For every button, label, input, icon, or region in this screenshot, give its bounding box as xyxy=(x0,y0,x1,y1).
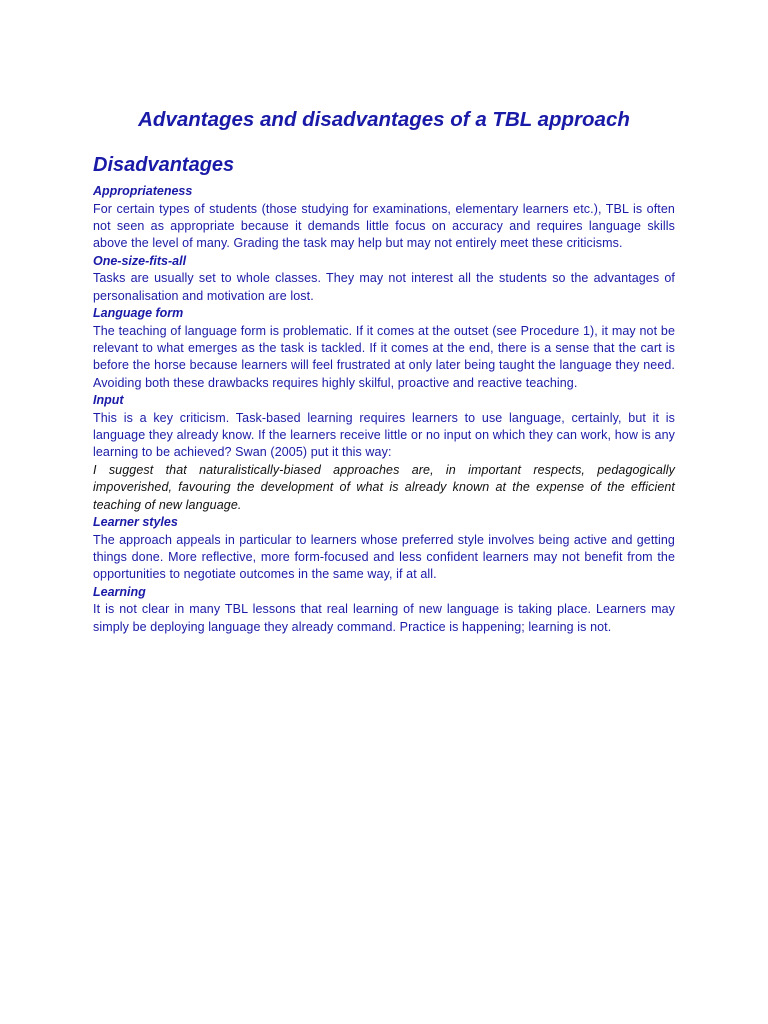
paragraph-input: This is a key criticism. Task-based learning requires learners to use language, certainly, but it is language they already know. If the learners receive little or no input on which they can work, how is any learning to be achieved? Swan (2005) put it this way: xyxy=(93,410,675,460)
section-one-size-fits-all xyxy=(93,253,675,305)
section-learner-styles xyxy=(93,514,675,584)
subheading-language-form: Language form xyxy=(93,306,184,321)
quote-swan: I suggest that naturalistically-biased approaches are, in important respects, pedagogically impoverished, favouring the development of what is already known at the expense of the efficient teaching of new language. xyxy=(93,462,675,512)
paragraph-language-form: The teaching of language form is problematic. If it comes at the outset (see Procedure 1), it may not be relevant to what emerges as the task is tackled. If it comes at the end, there is a sense that the cart is before the horse because learners will feel frustrated at only later being taught the language they need. Avoiding both these drawbacks requires highly skilful, proactive and reactive teaching. xyxy=(93,323,675,390)
document-page xyxy=(93,108,675,636)
paragraph-one-size-fits-all: Tasks are usually set to whole classes. They may not interest all the students so the advantages of personalisation and motivation are lost. xyxy=(93,271,675,303)
section-input xyxy=(93,392,675,514)
subheading-appropriateness: Appropriateness xyxy=(93,184,193,198)
subheading-learning: Learning xyxy=(93,584,146,599)
section-appropriateness xyxy=(93,183,675,253)
subheading-one-size-fits-all: One-size-fits-all xyxy=(93,253,187,268)
section-learning xyxy=(93,584,675,636)
section-language-form xyxy=(93,305,675,392)
document-title: Advantages and disadvantages of a TBL approach xyxy=(138,108,630,131)
subheading-input: Input xyxy=(93,393,124,408)
subheading-learner-styles: Learner styles xyxy=(93,515,178,530)
section-title: Disadvantages xyxy=(93,154,235,176)
paragraph-appropriateness: For certain types of students (those studying for examinations, elementary learners etc.), TBL is often not seen as appropriate because it demands little focus on accuracy and requires language skills above the level of many. Grading the task may help but may not entirely meet these criticisms. xyxy=(93,201,675,251)
paragraph-learning: It is not clear in many TBL lessons that real learning of new language is taking place. Learners may simply be deploying language they already command. Practice is happening; learning is not. xyxy=(93,602,675,634)
paragraph-learner-styles: The approach appeals in particular to learners whose preferred style involves being active and getting things done. More reflective, more form-focused and less confident learners may not benefit from the opportunities to negotiate outcomes in the same way, if at all. xyxy=(93,532,675,582)
